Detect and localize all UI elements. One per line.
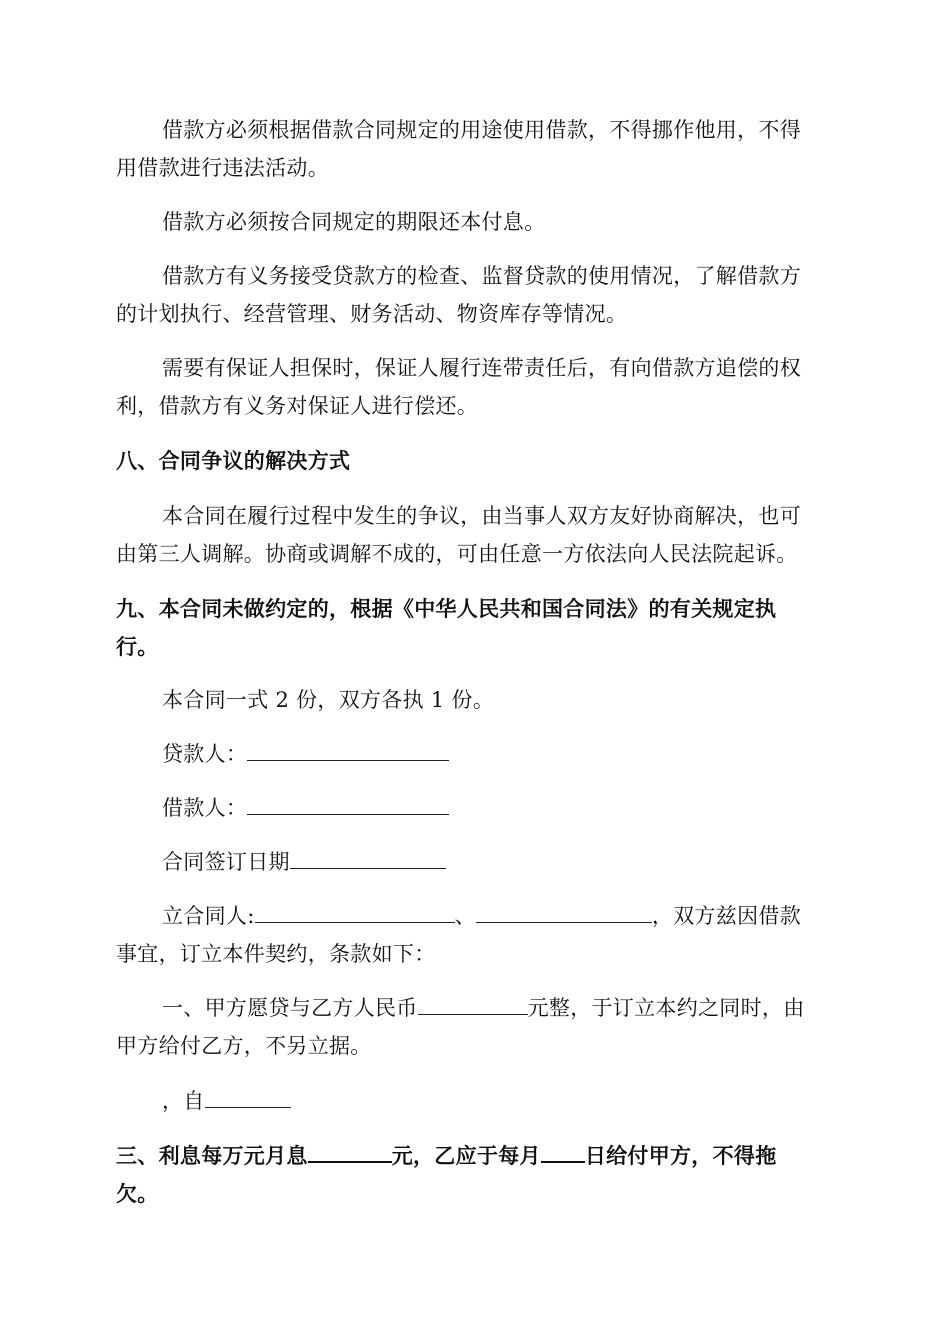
lender-label: 贷款人： — [162, 742, 248, 766]
clause-3-mid: 元，乙应于每月 — [391, 1144, 541, 1168]
paragraph-dispute-line-1: 本合同在履行过程中发生的争议，由当事人双方友好协商解决，也可 — [162, 504, 801, 528]
parties-suffix: ，双方兹因借款 — [651, 904, 801, 928]
clause-2-prefix: ，自 — [162, 1089, 205, 1113]
paragraph-inspection-line-2: 的计划执行、经营管理、财务活动、物资库存等情况。 — [116, 302, 628, 326]
payment-day-blank[interactable] — [541, 1141, 585, 1163]
paragraph-guarantor-line-1: 需要有保证人担保时，保证人履行连带责任后，有向借款方追偿的权 — [162, 356, 801, 380]
paragraph-dispute-line-2: 由第三人调解。协商或调解不成的，可由任意一方依法向人民法院起诉。 — [116, 542, 798, 566]
heading-section-9-line-2: 行。 — [116, 635, 159, 659]
sign-date-label: 合同签订日期 — [162, 850, 290, 874]
loan-amount-blank[interactable] — [418, 994, 528, 1015]
clause-1-prefix: 一、甲方愿贷与乙方人民币 — [162, 996, 418, 1020]
sign-date-row — [162, 848, 842, 876]
party-b-blank[interactable] — [476, 902, 652, 923]
paragraph-copies: 本合同一式 2 份，双方各执 1 份。 — [162, 688, 495, 712]
lender-blank[interactable] — [247, 740, 449, 761]
interest-amount-blank[interactable] — [308, 1141, 392, 1163]
clause-3-prefix: 三、利息每万元月息 — [116, 1144, 308, 1168]
parties-separator: 、 — [454, 904, 476, 928]
clause-2-row — [162, 1087, 842, 1115]
term-start-blank[interactable] — [205, 1087, 291, 1108]
parties-line-1 — [162, 902, 842, 930]
paragraph-guarantor-line-2: 利，借款方有义务对保证人进行偿还。 — [116, 394, 479, 418]
borrower-label: 借款人： — [162, 796, 248, 820]
lender-signature-row — [162, 740, 842, 768]
clause-1-line-2: 甲方给付乙方，不另立据。 — [116, 1034, 372, 1058]
paragraph-usage-line-2: 用借款进行违法活动。 — [116, 156, 329, 180]
heading-section-8: 八、合同争议的解决方式 — [116, 449, 351, 473]
clause-1-line-1 — [162, 994, 842, 1022]
sign-date-blank[interactable] — [290, 848, 446, 869]
borrower-blank[interactable] — [247, 794, 449, 815]
clause-3-line-1 — [116, 1141, 836, 1170]
paragraph-repayment: 借款方必须按合同规定的期限还本付息。 — [162, 210, 546, 234]
paragraph-usage-line-1: 借款方必须根据借款合同规定的用途使用借款，不得挪作他用，不得 — [162, 118, 801, 142]
party-a-blank[interactable] — [255, 902, 455, 923]
clause-3-line-2: 欠。 — [116, 1182, 159, 1206]
clause-1-suffix: 元整，于订立本约之同时，由 — [527, 996, 805, 1020]
heading-section-9-line-1: 九、本合同未做约定的，根据《中华人民共和国合同法》的有关规定执 — [116, 597, 777, 621]
paragraph-inspection-line-1: 借款方有义务接受贷款方的检查、监督贷款的使用情况，了解借款方 — [162, 264, 801, 288]
parties-line-2: 事宜，订立本件契约，条款如下： — [116, 942, 436, 966]
borrower-signature-row — [162, 794, 842, 822]
parties-prefix: 立合同人: — [162, 904, 255, 928]
clause-3-suffix: 日给付甲方，不得拖 — [584, 1144, 777, 1168]
